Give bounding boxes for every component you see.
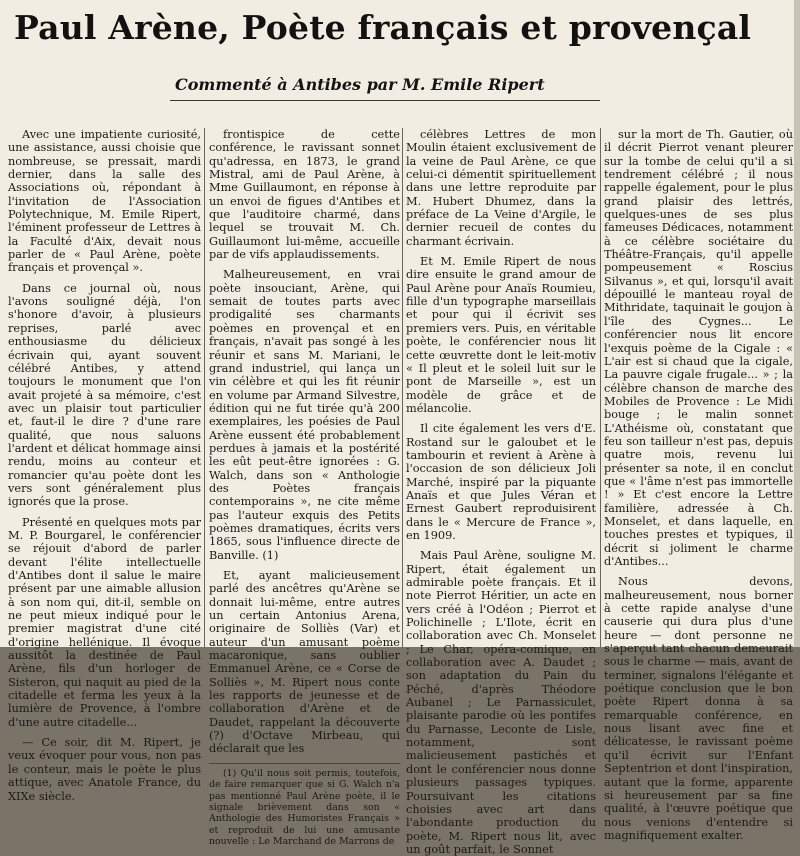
paragraph: frontispice de cette conférence, le ravissant sonnet qu'adressa, en 1873, le grand Mistral, ami de Paul Arène, à Mme Guillaumont, en réponse à un envoi de figues d'Antibes et que l'auditoire charmé, dans lequel se trouvait M. Ch. Guillaumont lui-même, accueille par de vifs applaudissements. bbox=[209, 128, 400, 262]
article-headline: Paul Arène, Poète français et provençal bbox=[14, 8, 752, 47]
paragraph: Et M. Emile Ripert de nous dire ensuite le grand amour de Paul Arène pour Anaïs Roumieu, fille d'un typographe marseillais et pour qui il écrivit ses premiers vers. Puis, en véritable poète, le conférencier nous lit cette œuvrette dont le leit-motiv « Il pleut et le soleil luit sur le pont de Marseille », est un modèle de grâce et de mélancolie. bbox=[406, 255, 596, 415]
paragraph: célèbres Lettres de mon Moulin étaient exclusivement de la veine de Paul Arène, ce que celui-ci démentit spirituellement dans une lettre reproduite par M. Hubert Dhumez, dans la préface de La Veine d'Argile, le dernier recueil de contes du charmant écrivain. bbox=[406, 128, 596, 248]
footnote: (1) Qu'il nous soit permis, toutefois, de faire remarquer que si G. Walch n'a pas mentionné Paul Arène poète, il le signale brièvement dans son « Anthologie des Humoristes Français » et reproduit de lui une amusante nouvelle : Le Marchand de Marrons de bbox=[209, 767, 400, 848]
scan-edge bbox=[794, 0, 800, 647]
paragraph: Dans ce journal où, nous l'avons souligné déjà, l'on s'honore d'avoir, à plusieurs reprises, parlé avec enthousiasme du délicieux écrivain qui, ayant souvent célébré Antibes, y attend toujours le monument que l'on avait projeté à sa mémoire, c'est avec un plaisir tout particulier et, faut-il le dire ? d'une rare qualité, que nous saluons l'ardent et délicat hommage ainsi rendu, moins au conteur et romancier qu'au poète dont les vers sont généralement plus ignorés que la prose. bbox=[8, 281, 201, 509]
column-divider bbox=[600, 128, 601, 647]
paragraph: Malheureusement, en vrai poète insouciant, Arène, qui semait de toutes parts avec prodigalité ses charmants poèmes en provençal et en français, n'avait pas songé à les réunir et sans M. Mariani, le grand industriel, qui lança un vin célèbre et qui les fit réunir en volume par Armand Silvestre, édition qui ne fut tirée qu'à 200 exemplaires, les poésies de Paul Arène eussent été probablement perdues à jamais et la postérité les eût peut-être ignorées : G. Walch, dans son « Anthologie des Poètes français contemporains », ne cite même pas l'auteur exquis des Petits poèmes dramatiques, écrits vers 1865, sous l'influence directe de Banville. (1) bbox=[209, 268, 400, 562]
article-subtitle: Commenté à Antibes par M. Emile Ripert bbox=[175, 75, 545, 94]
article-column-4 bbox=[604, 128, 793, 842]
subtitle-rule bbox=[170, 100, 600, 101]
article-column-1 bbox=[8, 128, 201, 803]
paragraph: Et, ayant malicieusement parlé des ancêtres qu'Arène se donnait lui-même, entre autres un certain Antonius Arena, originaire de Solliès (Var) et auteur d'un amusant poème macaronique, sans oublier Emmanuel Arène, ce « Corse de Solliès », M. Ripert nous conte les rapports de jeunesse et de collaboration d'Arène et de Daudet, rappelant la découverte (?) d'Octave Mirbeau, qui déclarait que les bbox=[209, 569, 400, 756]
article-column-2 bbox=[209, 128, 400, 848]
article-column-3 bbox=[406, 128, 596, 856]
paragraph: Mais Paul Arène, souligne M. Ripert, était également un admirable poète français. Et il note Pierrot Héritier, un acte en vers créé à l'Odéon ; Pierrot et Polichinelle ; L'Ilote, écrit en collaboration avec Ch. Monselet ; Le Char, opéra-comique, en collaboration avec A. Daudet ; son adaptation du Pain du Péché, d'après Théodore Aubanel ; Le Parnassiculet, plaisante parodie où les pontifes du Parnasse, Leconte de Lisle, notamment, sont malicieusement pastichés et dont le conférencier nous donne plusieurs passages typiques. Poursuivant les citations choisies avec art dans l'abondante production du poète, M. Ripert nous lit, avec un goût parfait, le Sonnet bbox=[406, 549, 596, 856]
column-divider bbox=[402, 128, 403, 647]
paragraph: Il cite également les vers d'E. Rostand sur le galoubet et le tambourin et revient à Arène à l'occasion de son délicieux Joli Marché, inspiré par la piquante Anaïs et que Jules Véran et Ernest Gaubert reproduisirent dans le « Mercure de France », en 1909. bbox=[406, 422, 596, 542]
paragraph: Avec une impatiente curiosité, une assistance, aussi choisie que nombreuse, se pressait, mardi dernier, dans la salle des Associations où, répondant à l'invitation de l'Association Polytechnique, M. Emile Ripert, l'éminent professeur de Lettres à la Faculté d'Aix, devait nous parler de « Paul Arène, poète français et provençal ». bbox=[8, 128, 201, 275]
column-divider bbox=[204, 128, 205, 647]
paragraph: sur la mort de Th. Gautier, où il décrit Pierrot venant pleurer sur la tombe de celui qu'il a si tendrement célébré ; il nous rappelle également, pour le plus grand plaisir des lettrés, quelques-unes de ses plus fameuses Dédicaces, notamment à ce célèbre sociétaire du Théâtre-Français, qu'il appelle pompeusement « Roscius Silvanus », et qui, lorsqu'il avait dépouillé le manteau royal de Mithridate, taquinait le goujon à l'île des Cygnes... Le conférencier nous lit encore l'exquis poème de la Cigale : « L'air est si chaud que la cigale, La pauvre cigale frugale... » ; la célèbre chanson de marche des Mobiles de Provence : Le Midi bouge ; le malin sonnet L'Athéisme où, constatant que feu son tailleur n'est pas, depuis quatre mois, revenu lui présenter sa note, il en conclut que « l'âme n'est pas immortelle ! » Et c'est encore la Lettre familière, adressée à Ch. Monselet, et dans laquelle, en touches prestes et typiques, il décrit si joliment le charme d'Antibes... bbox=[604, 128, 793, 568]
footnote-block bbox=[209, 763, 400, 848]
paragraph: Présenté en quelques mots par M. P. Bourgarel, le conférencier se réjouit d'abord de parler devant l'élite intellectuelle d'Antibes dont il salue le maire présent par une aimable allusion à son nom qui, dit-il, semble on ne peut mieux indiqué pour le premier magistrat d'une cité d'origine hellénique. Il évoque aussitôt la destinée de Paul Arène, fils d'un horloger de Sisteron, qui naquit au pied de la citadelle et ferma les yeux à la lumière de Provence, à l'ombre d'une autre citadelle... bbox=[8, 515, 201, 729]
paragraph: Nous devons, malheureusement, nous borner à cette rapide analyse d'une causerie qui dura plus d'une heure — dont personne ne s'aperçut tant chacun demeurait sous le charme — mais, avant de terminer, signalons l'élégante et poétique conclusion que le bon poète Ripert donna à sa remarquable conférence, en nous lisant avec fine et délicatesse, le ravissant poème qu'il écrivit sur l'Enfant Septentrion et dont l'inspiration, autant que la forme, apparente si heureusement par sa fine qualité, à l'œuvre poétique que nous venions d'entendre si magnifiquement exalter. bbox=[604, 575, 793, 842]
paragraph: — Ce soir, dit M. Ripert, je veux évoquer pour vous, non pas le conteur, mais le poète le plus attique, avec Anatole France, du XIXe siècle. bbox=[8, 736, 201, 803]
